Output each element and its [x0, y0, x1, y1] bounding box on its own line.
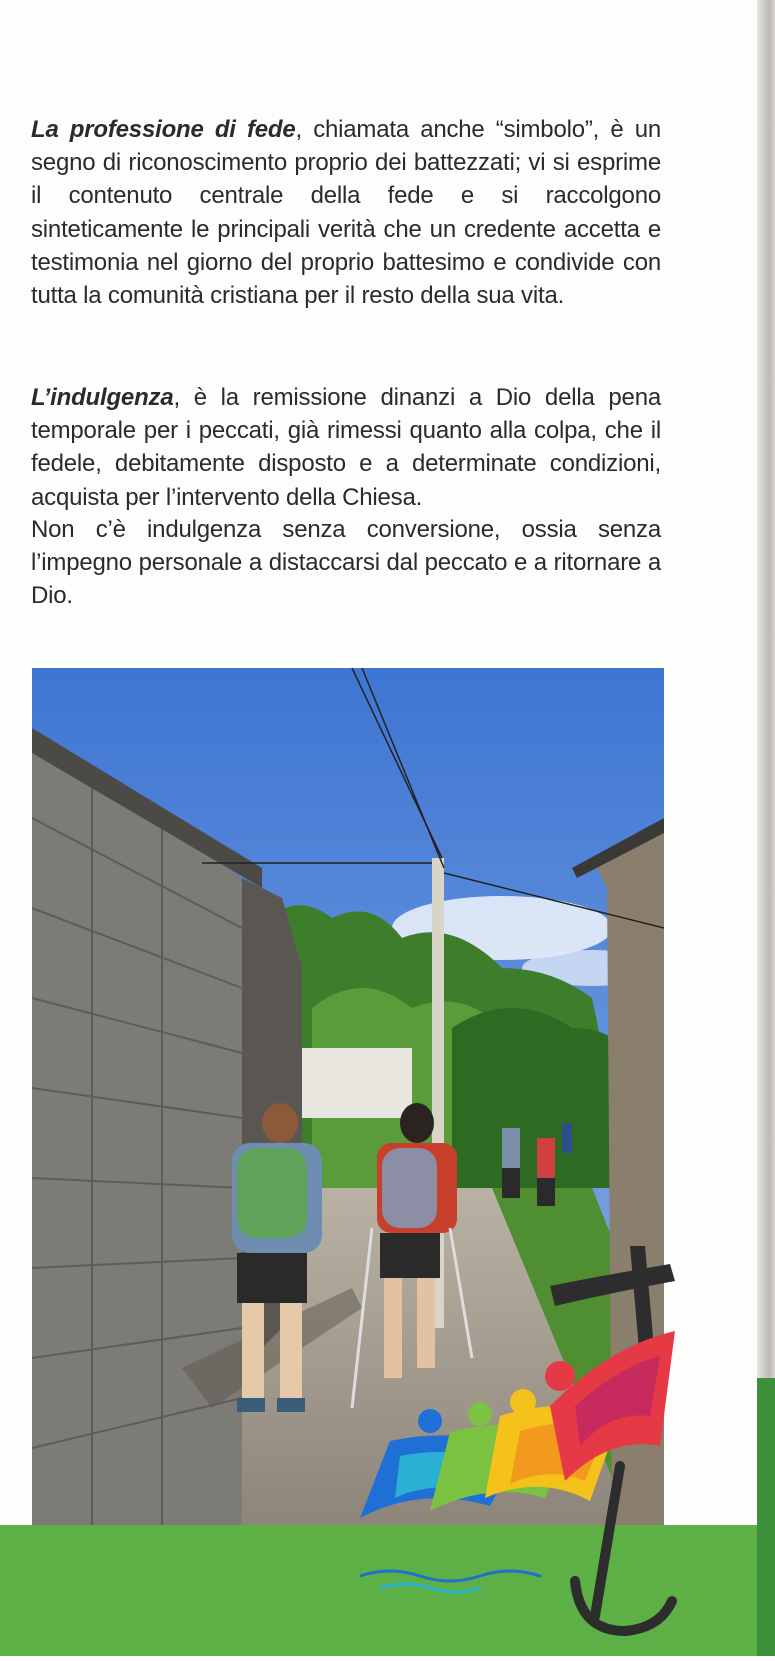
- paragraph-text: Non c’è indulgenza senza conversione, ossia senza l’impegno personale a distaccarsi dal peccato e a ritornare a Dio.: [31, 516, 661, 610]
- green-strip: [757, 1378, 775, 1656]
- term-professione-di-fede: La professione di fede: [31, 116, 296, 143]
- term-indulgenza: L’indulgenza: [31, 384, 174, 411]
- paragraph-text: , è la remissione dinanzi a Dio della pena temporale per i peccati, già rimessi quanto alla colpa, che il fedele, debitamente disposto e a determinate condizioni, acquista per l’intervento della Chiesa.: [31, 384, 661, 511]
- waves-icon: [360, 1571, 540, 1592]
- paragraph-indulgenza: [31, 381, 661, 514]
- paragraph-text: , chiamata anche “simbolo”, è un segno di riconoscimento proprio dei battezzati; vi si esprime il contenuto centrale della fede e si raccolgono sinteticamente le principali verità che un credente accetta e testimonia nel giorno del proprio battesimo e condivide con tutta la comunità cristiana per il resto della sua vita.: [31, 116, 661, 310]
- pilgrim-figures-icon: [360, 1331, 675, 1518]
- paragraph-conversione: [31, 513, 661, 613]
- paragraph-professione-di-fede: [31, 113, 661, 312]
- pilgrims-cross-anchor-logo: [360, 1236, 720, 1656]
